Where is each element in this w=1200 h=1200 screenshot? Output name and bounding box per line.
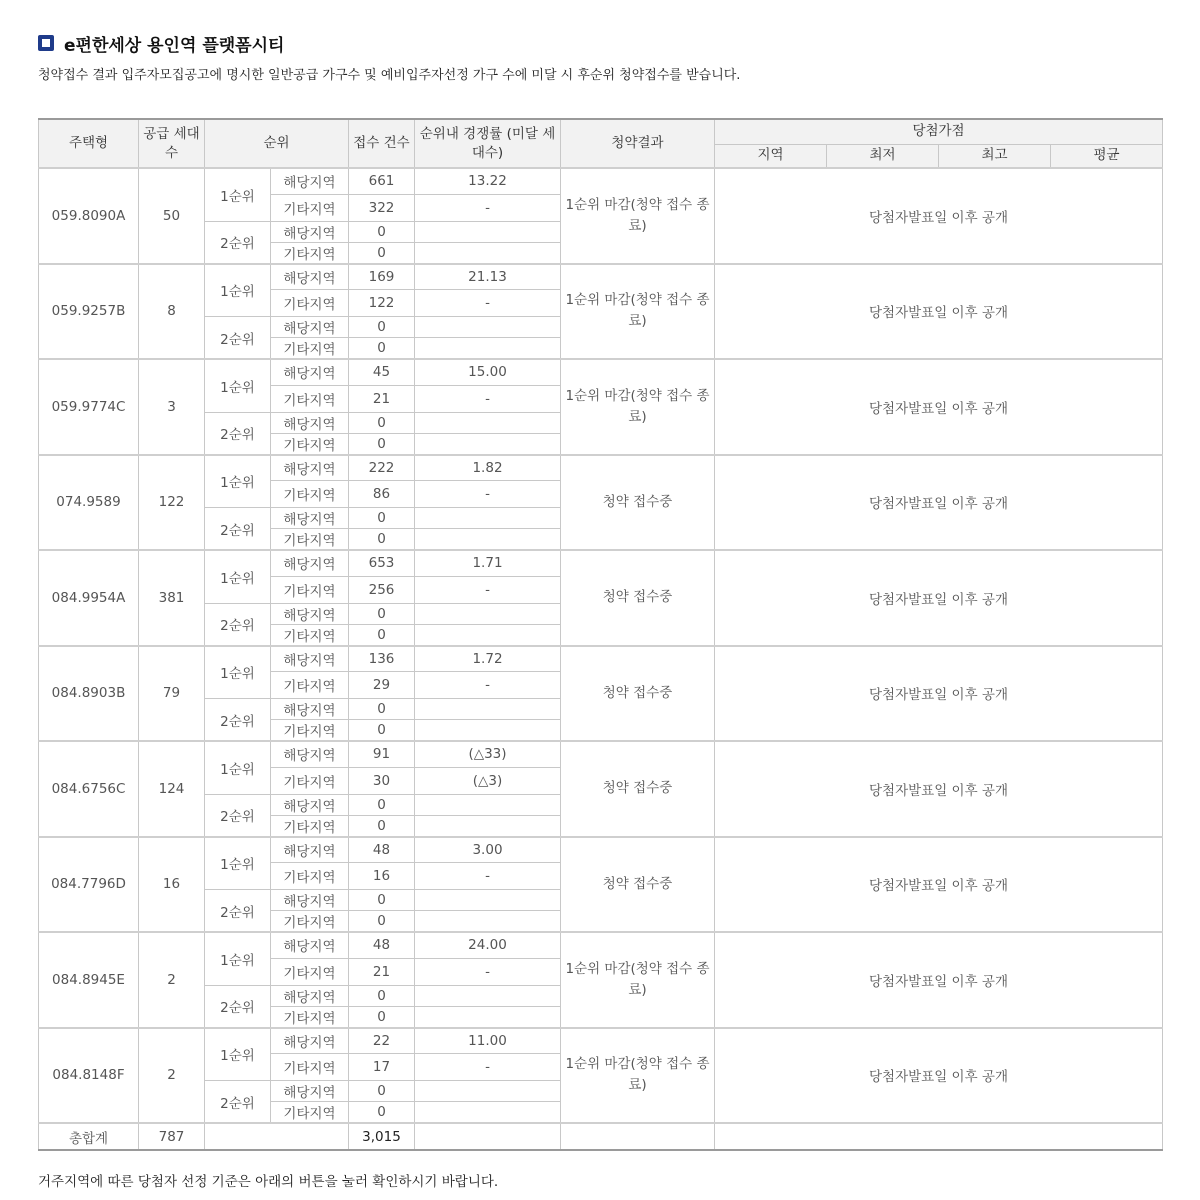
rank2-local-count: 0 xyxy=(349,508,415,529)
total-label: 총합계 xyxy=(39,1123,139,1150)
rank2-local-count: 0 xyxy=(349,412,415,433)
winning-score-note: 당첨자발표일 이후 공개 xyxy=(715,837,1163,933)
rank1-other-ratio: - xyxy=(415,958,561,985)
rank2-local-ratio xyxy=(415,412,561,433)
rank2-label: 2순위 xyxy=(205,412,271,455)
rank1-local-ratio: 1.82 xyxy=(415,455,561,481)
local-region-label: 해당지역 xyxy=(271,412,349,433)
winning-score-note: 당첨자발표일 이후 공개 xyxy=(715,1028,1163,1124)
result-cell: 1순위 마감(청약 접수 종료) xyxy=(561,359,715,455)
rank2-local-ratio xyxy=(415,317,561,338)
other-region-label: 기타지역 xyxy=(271,290,349,317)
rank2-other-count: 0 xyxy=(349,1006,415,1028)
header-price-region: 지역 xyxy=(715,144,827,168)
rank2-local-count: 0 xyxy=(349,1081,415,1102)
header-count: 접수 건수 xyxy=(349,119,415,168)
other-region-label: 기타지역 xyxy=(271,958,349,985)
winning-score-note: 당첨자발표일 이후 공개 xyxy=(715,455,1163,551)
rank2-other-ratio xyxy=(415,433,561,455)
rank1-local-count: 91 xyxy=(349,741,415,767)
local-region-label: 해당지역 xyxy=(271,264,349,290)
rank2-other-count: 0 xyxy=(349,1102,415,1124)
total-count: 3,015 xyxy=(349,1123,415,1150)
winning-score-note: 당첨자발표일 이후 공개 xyxy=(715,168,1163,264)
rank1-other-count: 29 xyxy=(349,672,415,699)
rank2-local-ratio xyxy=(415,794,561,815)
winning-score-note: 당첨자발표일 이후 공개 xyxy=(715,264,1163,360)
rank2-local-ratio xyxy=(415,985,561,1006)
local-region-label: 해당지역 xyxy=(271,359,349,385)
result-cell: 청약 접수중 xyxy=(561,741,715,837)
winning-score-note: 당첨자발표일 이후 공개 xyxy=(715,741,1163,837)
complex-title: e편한세상 용인역 플랫폼시티 xyxy=(64,35,285,56)
housing-type-cell: 084.7796D xyxy=(39,837,139,933)
rank1-label: 1순위 xyxy=(205,837,271,890)
rank1-local-count: 653 xyxy=(349,550,415,576)
description-text: 청약접수 결과 입주자모집공고에 명시한 일반공급 가구수 및 예비입주자선정 가구 수에 미달 시 후순위 청약접수를 받습니다. xyxy=(38,68,741,83)
table-row xyxy=(39,741,1163,767)
other-region-label: 기타지역 xyxy=(271,576,349,603)
header-supply: 공급 세대수 xyxy=(139,119,205,168)
rank2-other-ratio xyxy=(415,815,561,837)
local-region-label: 해당지역 xyxy=(271,932,349,958)
local-region-label: 해당지역 xyxy=(271,699,349,720)
supply-count-cell: 8 xyxy=(139,264,205,360)
rank2-other-count: 0 xyxy=(349,815,415,837)
result-cell: 청약 접수중 xyxy=(561,455,715,551)
other-region-label: 기타지역 xyxy=(271,767,349,794)
rank2-local-count: 0 xyxy=(349,890,415,911)
rank2-label: 2순위 xyxy=(205,985,271,1028)
rank1-local-ratio: 1.71 xyxy=(415,550,561,576)
winning-score-note: 당첨자발표일 이후 공개 xyxy=(715,550,1163,646)
rank1-local-ratio: 1.72 xyxy=(415,646,561,672)
rank1-label: 1순위 xyxy=(205,264,271,317)
supply-count-cell: 381 xyxy=(139,550,205,646)
rank1-other-ratio: - xyxy=(415,385,561,412)
local-region-label: 해당지역 xyxy=(271,741,349,767)
rank1-local-ratio: 21.13 xyxy=(415,264,561,290)
section-title xyxy=(38,30,284,56)
winning-score-note: 당첨자발표일 이후 공개 xyxy=(715,646,1163,742)
header-result: 청약결과 xyxy=(561,119,715,168)
result-cell: 청약 접수중 xyxy=(561,837,715,933)
table-row xyxy=(39,932,1163,958)
rank1-local-count: 169 xyxy=(349,264,415,290)
other-region-label: 기타지역 xyxy=(271,385,349,412)
rank2-other-count: 0 xyxy=(349,338,415,360)
rank1-other-count: 21 xyxy=(349,385,415,412)
rank1-local-ratio: 24.00 xyxy=(415,932,561,958)
rank1-local-ratio: 11.00 xyxy=(415,1028,561,1054)
local-region-label: 해당지역 xyxy=(271,985,349,1006)
result-cell: 1순위 마감(청약 접수 종료) xyxy=(561,168,715,264)
rank2-local-count: 0 xyxy=(349,603,415,624)
housing-type-cell: 084.8148F xyxy=(39,1028,139,1124)
rank1-other-count: 122 xyxy=(349,290,415,317)
rank1-local-count: 22 xyxy=(349,1028,415,1054)
rank1-other-count: 86 xyxy=(349,481,415,508)
rank2-other-count: 0 xyxy=(349,624,415,646)
rank1-label: 1순위 xyxy=(205,168,271,221)
rank1-other-ratio: - xyxy=(415,672,561,699)
local-region-label: 해당지역 xyxy=(271,550,349,576)
total-rank-empty xyxy=(205,1123,349,1150)
winning-score-note: 당첨자발표일 이후 공개 xyxy=(715,359,1163,455)
local-region-label: 해당지역 xyxy=(271,646,349,672)
header-price-min: 최저 xyxy=(827,144,939,168)
result-cell: 1순위 마감(청약 접수 종료) xyxy=(561,264,715,360)
total-row xyxy=(39,1123,1163,1150)
rank1-other-ratio: - xyxy=(415,576,561,603)
header-ratio: 순위내 경쟁률 (미달 세대수) xyxy=(415,119,561,168)
rank2-other-ratio xyxy=(415,720,561,742)
rank2-local-count: 0 xyxy=(349,317,415,338)
rank2-other-ratio xyxy=(415,529,561,551)
rank1-other-count: 21 xyxy=(349,958,415,985)
other-region-label: 기타지역 xyxy=(271,1006,349,1028)
supply-count-cell: 50 xyxy=(139,168,205,264)
rank1-local-count: 45 xyxy=(349,359,415,385)
supply-count-cell: 16 xyxy=(139,837,205,933)
table-row xyxy=(39,1028,1163,1054)
rank2-other-ratio xyxy=(415,624,561,646)
table-row xyxy=(39,168,1163,194)
rank1-label: 1순위 xyxy=(205,1028,271,1081)
rank2-local-ratio xyxy=(415,508,561,529)
rank2-other-count: 0 xyxy=(349,911,415,933)
header-price-max: 최고 xyxy=(939,144,1051,168)
table-row xyxy=(39,264,1163,290)
rank1-label: 1순위 xyxy=(205,646,271,699)
rank1-local-count: 48 xyxy=(349,837,415,863)
local-region-label: 해당지역 xyxy=(271,221,349,242)
rank1-other-ratio: - xyxy=(415,1054,561,1081)
rank1-other-ratio: - xyxy=(415,290,561,317)
rank2-local-ratio xyxy=(415,1081,561,1102)
header-type: 주택형 xyxy=(39,119,139,168)
rank2-local-count: 0 xyxy=(349,699,415,720)
result-cell: 청약 접수중 xyxy=(561,646,715,742)
rank1-label: 1순위 xyxy=(205,455,271,508)
housing-type-cell: 084.8903B xyxy=(39,646,139,742)
header-price: 당첨가점 xyxy=(715,119,1163,144)
rank1-other-count: 322 xyxy=(349,194,415,221)
housing-type-cell: 084.6756C xyxy=(39,741,139,837)
rank2-local-count: 0 xyxy=(349,985,415,1006)
local-region-label: 해당지역 xyxy=(271,317,349,338)
rank2-other-ratio xyxy=(415,911,561,933)
rank2-other-ratio xyxy=(415,242,561,264)
other-region-label: 기타지역 xyxy=(271,1102,349,1124)
other-region-label: 기타지역 xyxy=(271,672,349,699)
rank1-other-ratio: - xyxy=(415,481,561,508)
rank1-other-ratio: - xyxy=(415,194,561,221)
local-region-label: 해당지역 xyxy=(271,508,349,529)
rank2-label: 2순위 xyxy=(205,221,271,264)
rank1-label: 1순위 xyxy=(205,932,271,985)
other-region-label: 기타지역 xyxy=(271,481,349,508)
rank1-label: 1순위 xyxy=(205,359,271,412)
supply-count-cell: 122 xyxy=(139,455,205,551)
rank2-label: 2순위 xyxy=(205,699,271,742)
local-region-label: 해당지역 xyxy=(271,1028,349,1054)
other-region-label: 기타지역 xyxy=(271,624,349,646)
supply-count-cell: 124 xyxy=(139,741,205,837)
rank2-label: 2순위 xyxy=(205,890,271,933)
rank1-local-count: 661 xyxy=(349,168,415,194)
housing-type-cell: 084.8945E xyxy=(39,932,139,1028)
supply-count-cell: 3 xyxy=(139,359,205,455)
local-region-label: 해당지역 xyxy=(271,603,349,624)
rank2-label: 2순위 xyxy=(205,1081,271,1124)
housing-type-cell: 059.9774C xyxy=(39,359,139,455)
rank2-other-count: 0 xyxy=(349,529,415,551)
table-row xyxy=(39,359,1163,385)
rank2-local-ratio xyxy=(415,890,561,911)
rank1-label: 1순위 xyxy=(205,741,271,794)
rank1-local-ratio: 13.22 xyxy=(415,168,561,194)
other-region-label: 기타지역 xyxy=(271,529,349,551)
local-region-label: 해당지역 xyxy=(271,1081,349,1102)
header-price-avg: 평균 xyxy=(1051,144,1163,168)
rank1-local-count: 48 xyxy=(349,932,415,958)
rank1-local-ratio: 3.00 xyxy=(415,837,561,863)
other-region-label: 기타지역 xyxy=(271,815,349,837)
rank2-local-ratio xyxy=(415,603,561,624)
rank2-other-count: 0 xyxy=(349,433,415,455)
rank2-local-ratio xyxy=(415,221,561,242)
rank1-other-count: 30 xyxy=(349,767,415,794)
local-region-label: 해당지역 xyxy=(271,794,349,815)
rank1-other-count: 16 xyxy=(349,863,415,890)
rank1-other-count: 17 xyxy=(349,1054,415,1081)
table-row xyxy=(39,455,1163,481)
rank2-local-ratio xyxy=(415,699,561,720)
housing-type-cell: 059.8090A xyxy=(39,168,139,264)
rank2-label: 2순위 xyxy=(205,603,271,646)
total-price-empty xyxy=(715,1123,1163,1150)
other-region-label: 기타지역 xyxy=(271,194,349,221)
other-region-label: 기타지역 xyxy=(271,720,349,742)
rank2-other-count: 0 xyxy=(349,720,415,742)
local-region-label: 해당지역 xyxy=(271,890,349,911)
rank1-local-ratio: (△33) xyxy=(415,741,561,767)
square-bullet-icon xyxy=(38,35,54,51)
housing-type-cell: 084.9954A xyxy=(39,550,139,646)
rank2-other-ratio xyxy=(415,1102,561,1124)
rank1-local-count: 136 xyxy=(349,646,415,672)
other-region-label: 기타지역 xyxy=(271,863,349,890)
other-region-label: 기타지역 xyxy=(271,1054,349,1081)
result-cell: 1순위 마감(청약 접수 종료) xyxy=(561,1028,715,1124)
rank1-other-ratio: (△3) xyxy=(415,767,561,794)
rank2-label: 2순위 xyxy=(205,317,271,360)
result-cell: 1순위 마감(청약 접수 종료) xyxy=(561,932,715,1028)
table-row xyxy=(39,837,1163,863)
supply-count-cell: 2 xyxy=(139,1028,205,1124)
supply-count-cell: 2 xyxy=(139,932,205,1028)
local-region-label: 해당지역 xyxy=(271,837,349,863)
rank2-local-count: 0 xyxy=(349,794,415,815)
local-region-label: 해당지역 xyxy=(271,168,349,194)
winning-score-note: 당첨자발표일 이후 공개 xyxy=(715,932,1163,1028)
local-region-label: 해당지역 xyxy=(271,455,349,481)
result-cell: 청약 접수중 xyxy=(561,550,715,646)
rank1-label: 1순위 xyxy=(205,550,271,603)
rank1-other-count: 256 xyxy=(349,576,415,603)
subscription-result-table xyxy=(38,118,1163,1151)
rank1-other-ratio: - xyxy=(415,863,561,890)
table-row xyxy=(39,550,1163,576)
other-region-label: 기타지역 xyxy=(271,433,349,455)
rank1-local-ratio: 15.00 xyxy=(415,359,561,385)
rank2-label: 2순위 xyxy=(205,794,271,837)
rank2-other-ratio xyxy=(415,338,561,360)
total-ratio-empty xyxy=(415,1123,561,1150)
rank2-other-ratio xyxy=(415,1006,561,1028)
other-region-label: 기타지역 xyxy=(271,911,349,933)
rank2-label: 2순위 xyxy=(205,508,271,551)
housing-type-cell: 074.9589 xyxy=(39,455,139,551)
rank1-local-count: 222 xyxy=(349,455,415,481)
other-region-label: 기타지역 xyxy=(271,242,349,264)
housing-type-cell: 059.9257B xyxy=(39,264,139,360)
rank2-local-count: 0 xyxy=(349,221,415,242)
supply-count-cell: 79 xyxy=(139,646,205,742)
header-rank: 순위 xyxy=(205,119,349,168)
total-supply: 787 xyxy=(139,1123,205,1150)
footer-note: 거주지역에 따른 당첨자 선정 기준은 아래의 버튼을 눌러 확인하시기 바랍니다. xyxy=(38,1174,499,1190)
other-region-label: 기타지역 xyxy=(271,338,349,360)
table-row xyxy=(39,646,1163,672)
rank2-other-count: 0 xyxy=(349,242,415,264)
total-result-empty xyxy=(561,1123,715,1150)
